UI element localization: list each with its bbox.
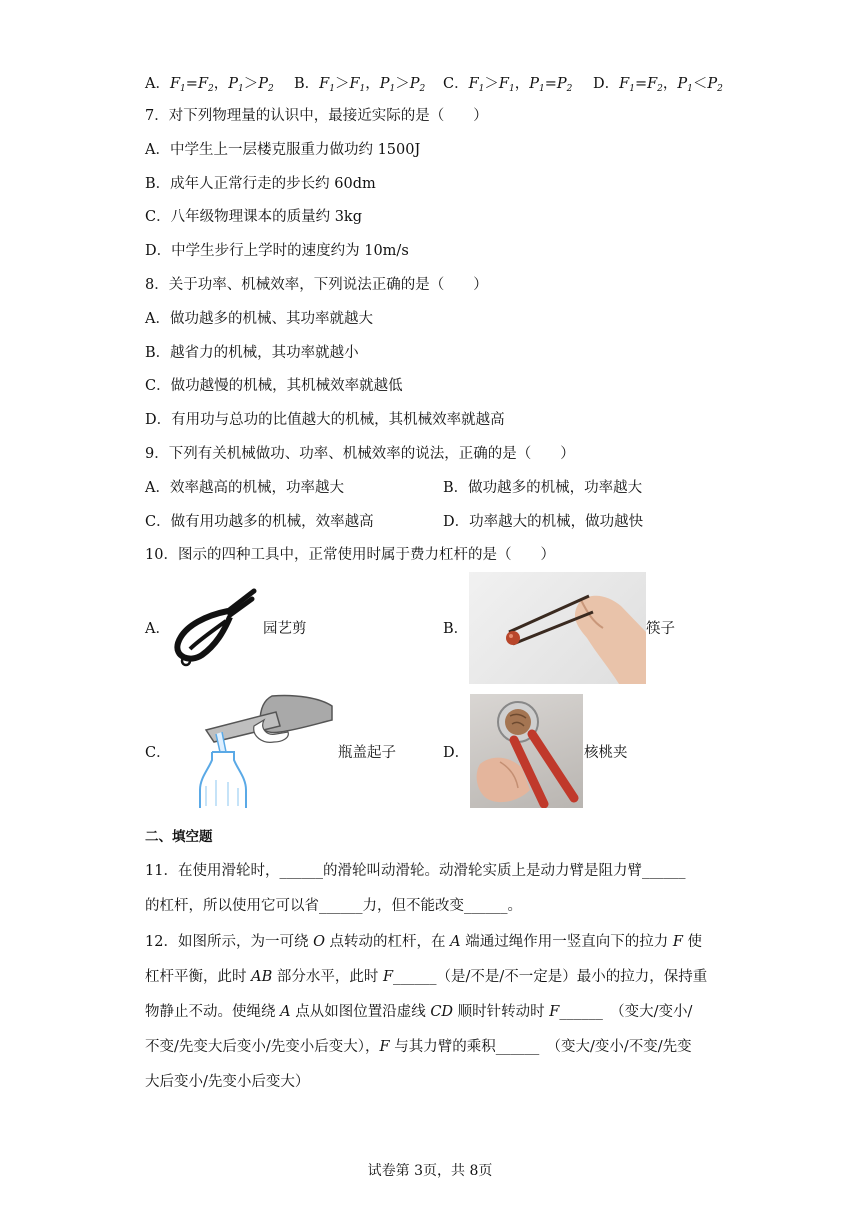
q8-option-a: A．做功越多的机械、其功率就越大 xyxy=(145,311,373,327)
q7-stem: 7．对下列物理量的认识中，最接近实际的是（ ） xyxy=(145,108,488,124)
q8-option-c: C．做功越慢的机械，其机械效率就越低 xyxy=(145,378,403,394)
nutcracker-photo xyxy=(470,694,583,808)
q10-option-b-letter: B． xyxy=(443,621,469,637)
q10-option-c-letter: C． xyxy=(145,745,171,761)
q9-option-c: C．做有用功越多的机械，效率越高 xyxy=(145,514,374,530)
q10-option-b-label: 筷子 xyxy=(646,621,675,637)
q7-option-d: D．中学生步行上学时的速度约为 10m/s xyxy=(145,243,409,259)
q6-option-c: C．$F_1>F_1$，$P_1=P_2$ xyxy=(443,76,573,94)
q9-stem: 9．下列有关机械做功、功率、机械效率的说法，正确的是（ ） xyxy=(145,446,575,462)
page-footer: 试卷第 3页，共 8页 xyxy=(367,1163,493,1179)
q7-option-a: A．中学生上一层楼克服重力做功约 1500J xyxy=(145,142,421,158)
q11-line-2: 的杠杆，所以使用它可以省______力，但不能改变______。 xyxy=(145,898,522,914)
q12-line-4: 不变/先变大后变小/先变小后变大），F 与其力臂的乘积______ （变大/变小/不变/先变 xyxy=(145,1039,692,1055)
q8-option-b: B．越省力的机械，其功率就越小 xyxy=(145,345,359,361)
q11-line-1: 11．在使用滑轮时，______的滑轮叫动滑轮。动滑轮实质上是动力臂是阻力臂______ xyxy=(145,863,686,879)
q6-option-a: A．$F_1=F_2$，$P_1>P_2$ xyxy=(145,76,274,94)
q6-option-d: D．$F_1=F_2$，$P_1<P_2$ xyxy=(593,76,723,94)
q6-option-b: B．$F_1>F_1$，$P_1>P_2$ xyxy=(294,76,426,94)
q10-option-d-label: 核桃夹 xyxy=(584,745,628,761)
q12-line-2: 杠杆平衡，此时 AB 部分水平，此时 F______（是/不是/不一定是）最小的拉力，保持重 xyxy=(145,969,708,985)
q9-option-d: D．功率越大的机械，做功越快 xyxy=(443,514,644,530)
q10-option-d-letter: D． xyxy=(443,745,470,761)
q12-line-5: 大后变小/先变小后变大） xyxy=(145,1074,310,1090)
q8-stem: 8．关于功率、机械效率，下列说法正确的是（ ） xyxy=(145,277,488,293)
q10-option-c-label: 瓶盖起子 xyxy=(338,745,396,761)
q7-option-b: B．成年人正常行走的步长约 60dm xyxy=(145,176,376,192)
section-title: 二、填空题 xyxy=(145,829,213,845)
q12-line-3: 物静止不动。使绳绕 A 点从如图位置沿虚线 CD 顺时针转动时 F______ （变大/变小/ xyxy=(145,1004,693,1020)
chopsticks-photo xyxy=(469,572,646,684)
q10-stem: 10．图示的四种工具中，正常使用时属于费力杠杆的是（ ） xyxy=(145,547,555,563)
q10-option-a-letter: A． xyxy=(145,621,170,637)
q10-option-a-label: 园艺剪 xyxy=(263,621,307,637)
q9-option-b: B．做功越多的机械，功率越大 xyxy=(443,480,643,496)
q8-option-d: D．有用功与总功的比值越大的机械，其机械效率就越高 xyxy=(145,412,505,428)
q7-option-c: C．八年级物理课本的质量约 3kg xyxy=(145,209,362,225)
q9-option-a: A．效率越高的机械，功率越大 xyxy=(145,480,344,496)
garden-shears-icon xyxy=(168,585,260,667)
q12-line-1: 12．如图所示，为一可绕 O 点转动的杠杆，在 A 端通过绳作用一竖直向下的拉力 F 使 xyxy=(145,934,703,950)
bottle-opener-icon xyxy=(176,690,336,808)
